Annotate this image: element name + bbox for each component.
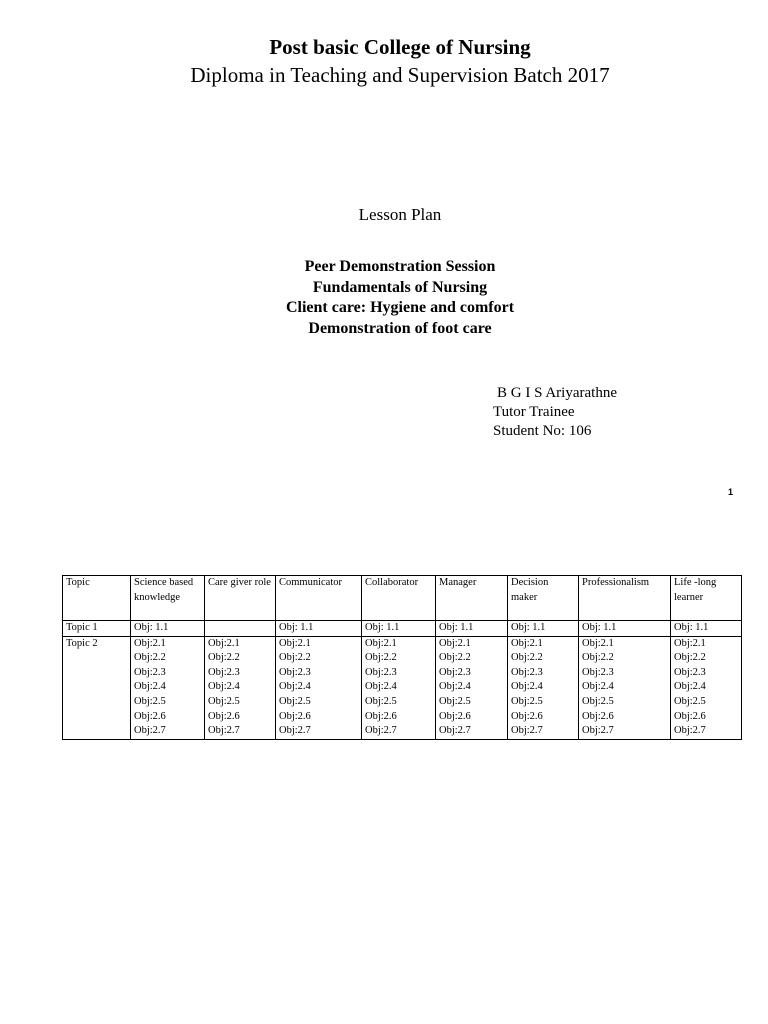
header-communicator: Communicator — [276, 576, 362, 621]
session-topic: Client care: Hygiene and comfort — [285, 299, 515, 316]
author-role: Tutor Trainee — [493, 404, 575, 420]
session-subject: Fundamentals of Nursing — [312, 278, 488, 296]
objective-item: Obj:2.3 — [134, 666, 166, 678]
objective-item: Obj:2.6 — [439, 710, 471, 722]
objective-item: Obj:2.6 — [134, 710, 166, 722]
objective-item: Obj: 1.1 — [279, 622, 314, 633]
objective-item: Obj:2.1 — [365, 637, 397, 649]
objective-item: Obj:2.4 — [439, 681, 471, 693]
objective-cell — [671, 621, 742, 637]
objective-cell — [579, 636, 671, 739]
objective-item: Obj:2.3 — [208, 666, 240, 678]
objective-cell — [436, 621, 508, 637]
objective-cell — [276, 636, 362, 739]
objective-item: Obj:2.4 — [582, 681, 614, 693]
objective-item: Obj:2.4 — [279, 681, 311, 693]
objective-item: Obj:2.2 — [279, 652, 311, 664]
objective-item: Obj:2.3 — [279, 666, 311, 678]
table-header-row — [63, 576, 742, 621]
objective-item: Obj:2.4 — [208, 681, 240, 693]
objective-item: Obj:2.7 — [582, 725, 614, 737]
objective-item: Obj:2.3 — [365, 666, 397, 678]
header-collaborator: Collaborator — [362, 576, 436, 621]
college-title: Post basic College of Nursing — [269, 35, 531, 59]
table-row — [63, 621, 742, 637]
objective-item: Obj:2.1 — [279, 637, 311, 649]
header-manager: Manager — [436, 576, 508, 621]
objective-item: Obj:2.2 — [208, 652, 240, 664]
objective-item: Obj:2.2 — [511, 652, 543, 664]
objective-item: Obj:2.2 — [134, 652, 166, 664]
objective-item: Obj:2.7 — [134, 725, 166, 737]
header-decision-maker: Decision maker — [508, 576, 579, 621]
page-number: 1 — [728, 487, 734, 497]
objective-item: Obj: 1.1 — [582, 622, 617, 633]
objective-item: Obj:2.1 — [511, 637, 543, 649]
objective-item: Obj:2.3 — [674, 666, 706, 678]
objective-item: Obj:2.7 — [439, 725, 471, 737]
objective-item: Obj:2.5 — [134, 695, 166, 707]
objective-item: Obj:2.7 — [674, 725, 706, 737]
objective-item: Obj:2.5 — [582, 695, 614, 707]
table-body — [63, 621, 742, 740]
objective-item: Obj:2.4 — [134, 681, 166, 693]
objective-cell — [671, 636, 742, 739]
header-life-long-learner: Life -long learner — [671, 576, 742, 621]
objective-cell — [131, 636, 205, 739]
objective-item: Obj:2.1 — [582, 637, 614, 649]
objective-item: Obj: 1.1 — [511, 622, 546, 633]
header-science-based-knowledge: Science based knowledge — [131, 576, 205, 621]
objective-item: Obj: 1.1 — [674, 622, 709, 633]
objective-item: Obj: 1.1 — [365, 622, 400, 633]
objective-item: Obj:2.2 — [365, 652, 397, 664]
objective-cell — [508, 621, 579, 637]
objective-item: Obj:2.7 — [208, 725, 240, 737]
objective-cell — [579, 621, 671, 637]
objective-cell — [362, 636, 436, 739]
objective-item: Obj:2.7 — [365, 725, 397, 737]
objective-item: Obj:2.6 — [582, 710, 614, 722]
topic-cell: Topic 1 — [63, 621, 131, 637]
author-student-number: Student No: 106 — [493, 423, 592, 439]
objective-cell — [205, 636, 276, 739]
objective-item: Obj:2.5 — [511, 695, 543, 707]
objective-item: Obj:2.1 — [208, 637, 240, 649]
objective-item: Obj:2.5 — [208, 695, 240, 707]
objective-item: Obj:2.1 — [134, 637, 166, 649]
header-care-giver-role: Care giver role — [205, 576, 276, 621]
objective-item: Obj:2.4 — [511, 681, 543, 693]
header-topic: Topic — [63, 576, 131, 621]
objective-item: Obj:2.4 — [365, 681, 397, 693]
objective-item: Obj:2.6 — [279, 710, 311, 722]
objective-item: Obj: 1.1 — [134, 622, 169, 633]
objective-item: Obj:2.3 — [439, 666, 471, 678]
objective-cell — [508, 636, 579, 739]
session-type: Peer Demonstration Session — [304, 258, 496, 275]
objective-item: Obj:2.1 — [674, 637, 706, 649]
objective-item: Obj:2.5 — [674, 695, 706, 707]
objective-item: Obj:2.4 — [674, 681, 706, 693]
objective-item: Obj:2.3 — [511, 666, 543, 678]
objective-cell — [131, 621, 205, 637]
lesson-plan-heading: Lesson Plan — [358, 205, 442, 224]
topic-cell: Topic 2 — [63, 636, 131, 739]
objective-cell — [362, 621, 436, 637]
objective-item: Obj:2.5 — [365, 695, 397, 707]
objective-cell — [276, 621, 362, 637]
objective-cell — [436, 636, 508, 739]
objective-item: Obj:2.2 — [582, 652, 614, 664]
objective-item: Obj:2.7 — [511, 725, 543, 737]
objective-item: Obj:2.3 — [582, 666, 614, 678]
table-row — [63, 636, 742, 739]
objective-item: Obj:2.6 — [511, 710, 543, 722]
objective-item: Obj:2.6 — [208, 710, 240, 722]
objective-item: Obj:2.6 — [674, 710, 706, 722]
objective-item: Obj:2.7 — [279, 725, 311, 737]
objective-item: Obj:2.6 — [365, 710, 397, 722]
objective-item: Obj: 1.1 — [439, 622, 474, 633]
objective-item: Obj:2.5 — [279, 695, 311, 707]
objective-item: Obj:2.1 — [439, 637, 471, 649]
objective-item: Obj:2.2 — [674, 652, 706, 664]
session-demonstration: Demonstration of foot care — [308, 319, 492, 337]
objectives-table — [62, 575, 742, 740]
header-professionalism: Professionalism — [579, 576, 671, 621]
program-title: Diploma in Teaching and Supervision Batch 2017 — [190, 63, 610, 87]
objective-item: Obj:2.5 — [439, 695, 471, 707]
objective-cell — [205, 621, 276, 637]
session-details — [0, 257, 768, 339]
objective-item: Obj:2.2 — [439, 652, 471, 664]
author-name: B G I S Ariyarathne — [497, 385, 617, 401]
